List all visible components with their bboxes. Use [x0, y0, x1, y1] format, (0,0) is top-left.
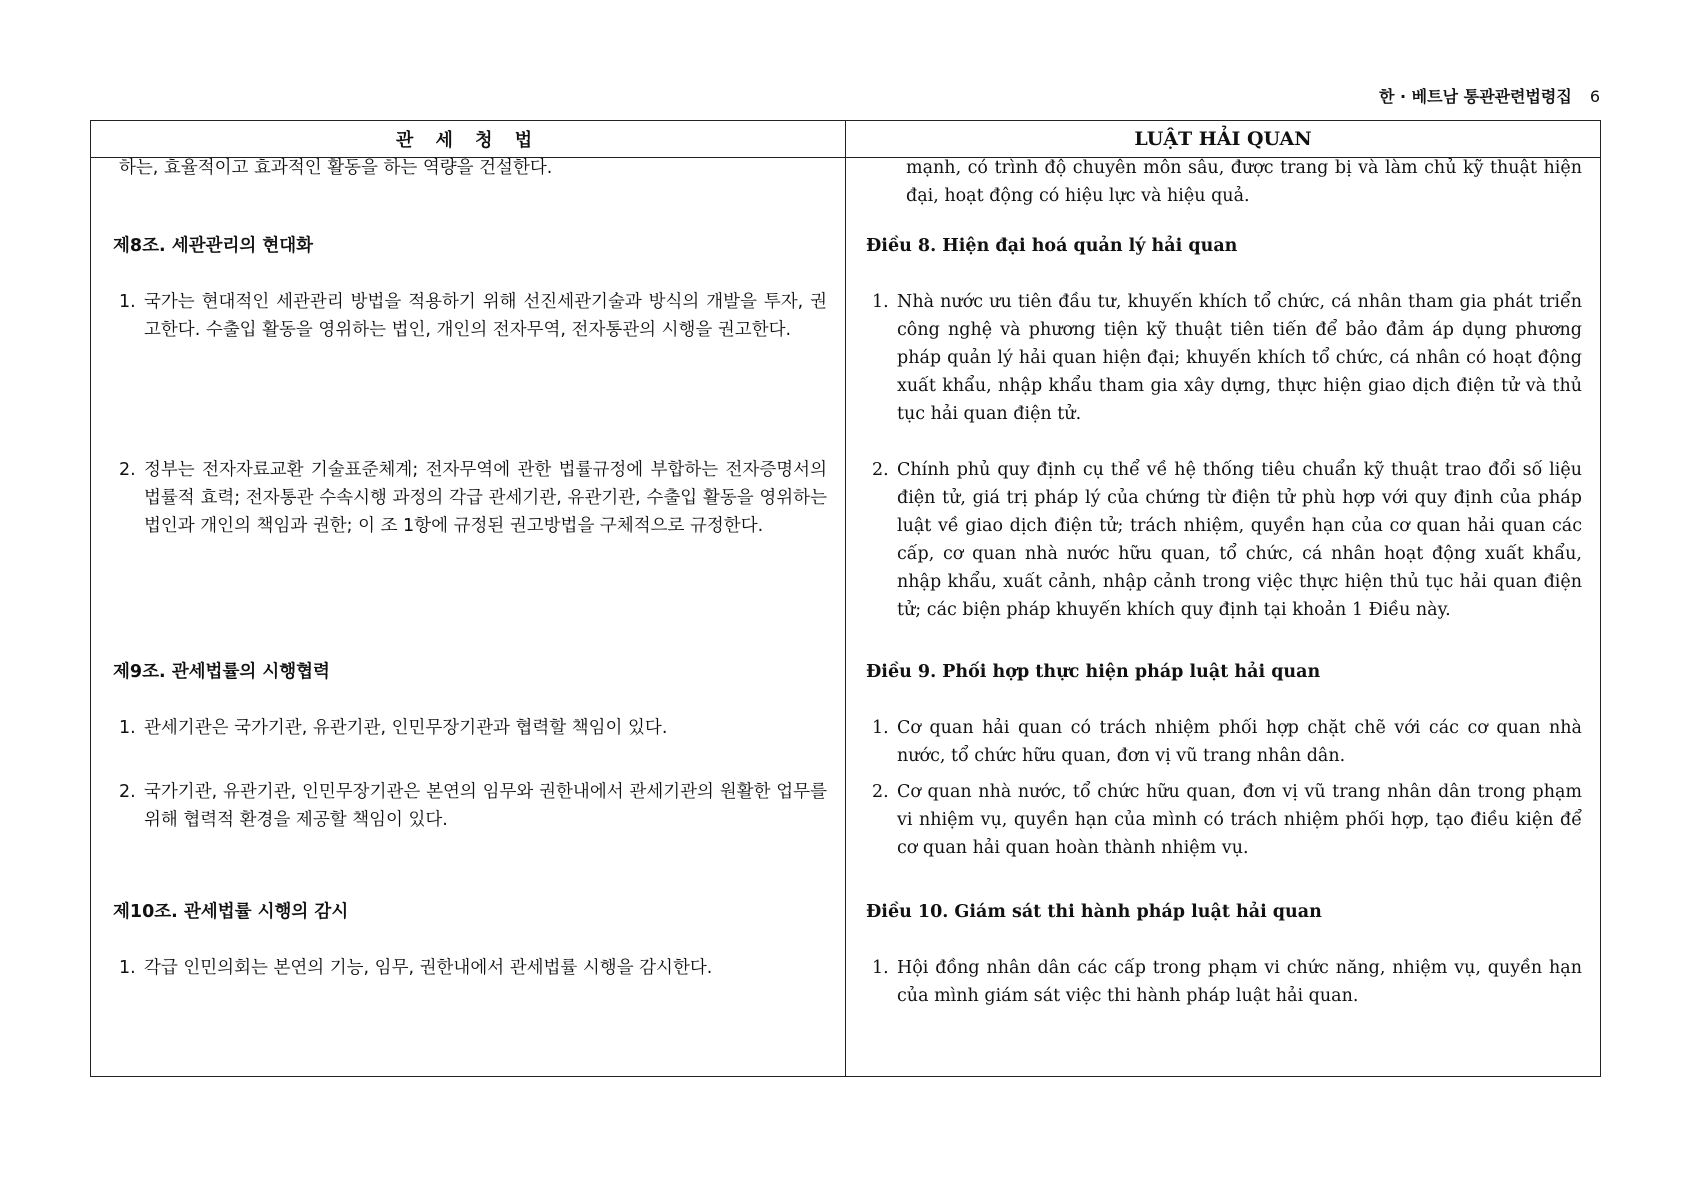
article-8-title: 제8조. 세관관리의 현대화 [113, 236, 314, 256]
article-10-title: 제10조. 관세법률 시행의 감시 [113, 902, 349, 922]
item-text: Cơ quan nhà nước, tổ chức hữu quan, đơn vị vũ trang nhân dân trong phạm vi nhiệm vụ, quyền hạn của mình có trách nhiệm phối hợp, tạo điều kiện để cơ quan hải quan hoàn thành nhiệm vụ. [897, 782, 1582, 858]
page-number: 6 [1589, 87, 1600, 106]
article-9-item-1 [91, 714, 845, 742]
vietnamese-column [846, 158, 1600, 1076]
article-9-item-1 [846, 714, 1600, 770]
bilingual-law-table [90, 120, 1601, 1077]
article-9-item-2 [846, 778, 1600, 862]
article-8-item-1 [846, 288, 1600, 428]
article-10-title: Điều 10. Giám sát thi hành pháp luật hải quan [866, 902, 1322, 922]
korean-column-header: 관 세 청 법 [91, 121, 846, 158]
article-8-item-1 [91, 288, 845, 344]
vietnamese-column-header: LUẬT HẢI QUAN [846, 121, 1601, 158]
item-text: Cơ quan hải quan có trách nhiệm phối hợp chặt chẽ với các cơ quan nhà nước, tổ chức hữu quan, đơn vị vũ trang nhân dân. [897, 718, 1582, 766]
article-10-item-1 [846, 954, 1600, 1010]
continuation-text: mạnh, có trình độ chuyên môn sâu, được trang bị và làm chủ kỹ thuật hiện đại, hoạt động có hiệu lực và hiệu quả. [906, 158, 1582, 206]
item-text: 각급 인민의회는 본연의 기능, 임무, 권한내에서 관세법률 시행을 감시한다. [144, 958, 713, 978]
item-number: 2. [119, 460, 136, 480]
article-9-item-2 [91, 778, 845, 834]
item-text: 관세기관은 국가기관, 유관기관, 인민무장기관과 협력할 책임이 있다. [144, 718, 668, 738]
page-header [1379, 84, 1600, 107]
article-9-title: Điều 9. Phối hợp thực hiện pháp luật hải quan [866, 662, 1321, 682]
item-text: Chính phủ quy định cụ thể về hệ thống tiêu chuẩn kỹ thuật trao đổi số liệu điện tử, giá trị pháp lý của chứng từ điện tử phù hợp với quy định của pháp luật về giao dịch điện tử; trách nhiệm, quyền hạn của cơ quan hải quan các cấp, cơ quan nhà nước hữu quan, tổ chức, cá nhân hoạt động xuất khẩu, nhập khẩu, xuất cảnh, nhập cảnh trong việc thực hiện thủ tục hải quan điện tử; các biện pháp khuyến khích quy định tại khoản 1 Điều này. [897, 460, 1582, 620]
item-number: 1. [119, 718, 136, 738]
item-number: 2. [872, 782, 889, 802]
header-title: 한 · 베트남 통관관련법령집 [1379, 87, 1572, 106]
item-number: 1. [872, 958, 889, 978]
item-number: 2. [872, 460, 889, 480]
item-text: Nhà nước ưu tiên đầu tư, khuyến khích tổ chức, cá nhân tham gia phát triển công nghệ và phương tiện kỹ thuật tiên tiến để bảo đảm áp dụng phương pháp quản lý hải quan hiện đại; khuyến khích tổ chức, cá nhân có hoạt động xuất khẩu, nhập khẩu tham gia xây dựng, thực hiện giao dịch điện tử và thủ tục hải quan điện tử. [897, 292, 1582, 424]
item-text: Hội đồng nhân dân các cấp trong phạm vi chức năng, nhiệm vụ, quyền hạn của mình giám sát việc thi hành pháp luật hải quan. [897, 958, 1582, 1006]
item-number: 1. [872, 718, 889, 738]
item-text: 정부는 전자자료교환 기술표준체계; 전자무역에 관한 법률규정에 부합하는 전자증명서의 법률적 효력; 전자통관 수속시행 과정의 각급 관세기관, 유관기관, 수출입 활동을 영위하는 법인과 개인의 책임과 권한; 이 조 1항에 규정된 권고방법을 구체적으로 규정한다. [144, 460, 827, 536]
article-10-item-1 [91, 954, 845, 982]
korean-column [91, 158, 845, 1076]
article-8-title: Điều 8. Hiện đại hoá quản lý hải quan [866, 236, 1238, 256]
continuation-text: 하는, 효율적이고 효과적인 활동을 하는 역량을 건설한다. [119, 158, 553, 178]
item-text: 국가기관, 유관기관, 인민무장기관은 본연의 임무와 권한내에서 관세기관의 원활한 업무를 위해 협력적 환경을 제공할 책임이 있다. [144, 782, 827, 830]
item-number: 2. [119, 782, 136, 802]
item-number: 1. [119, 958, 136, 978]
article-9-title: 제9조. 관세법률의 시행협력 [113, 662, 330, 682]
article-8-item-2 [91, 456, 845, 540]
item-number: 1. [119, 292, 136, 312]
item-text: 국가는 현대적인 세관관리 방법을 적용하기 위해 선진세관기술과 방식의 개발을 투자, 권고한다. 수출입 활동을 영위하는 법인, 개인의 전자무역, 전자통관의 시행을 권고한다. [144, 292, 827, 340]
item-number: 1. [872, 292, 889, 312]
article-8-item-2 [846, 456, 1600, 624]
